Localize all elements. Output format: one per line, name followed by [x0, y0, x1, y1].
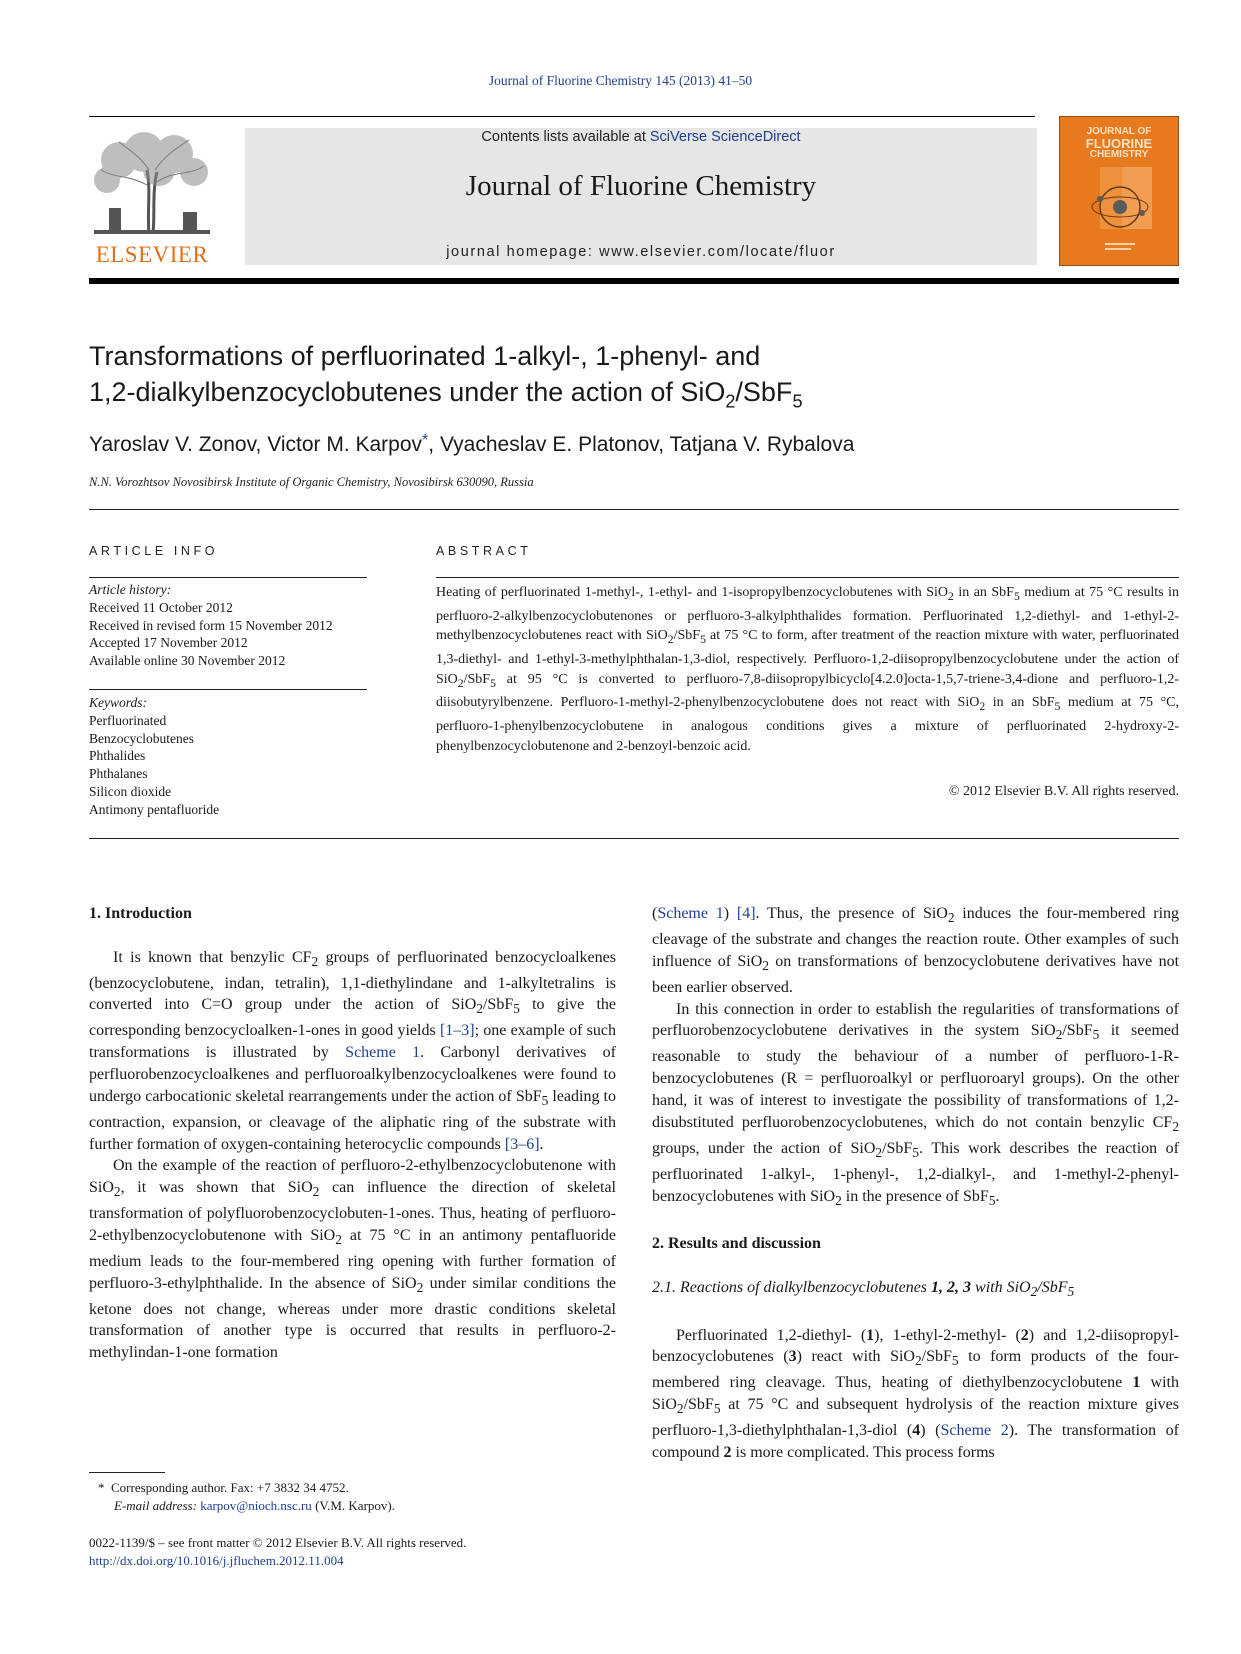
journal-citation[interactable]: Journal of Fluorine Chemistry 145 (2013) 41–50	[488, 73, 753, 88]
paragraph: Perfluorinated 1,2-diethyl- (1), 1-ethyl-2-methyl- (2) and 1,2-diisopropyl-benzocyclobutenes (3) react with SiO$_2$/SbF$_5$ to form products of the four-membered ring cleavage. Thus, heating of diethylbenzocyclobutene 1 with SiO$_2$/SbF$_5$ at 75 °C and subsequent hydrolysis of the reaction mixture gives perfluoro-1,3-diethylphthalan-1,3-diol (4) (Scheme 2). The transformation of compound 2 is more complicated. This process forms	[652, 1326, 1180, 1462]
doi-link[interactable]: http://dx.doi.org/10.1016/j.jfluchem.2012.11.004	[89, 1553, 344, 1568]
journal-cover	[1059, 116, 1179, 266]
journal-title: Journal of Fluorine Chemistry	[465, 170, 817, 202]
body-column-left	[89, 903, 616, 1364]
elsevier-wordmark: ELSEVIER	[95, 242, 209, 267]
keywords-list: Keywords: Perfluorinated Benzocyclobutenes Phthalides Phthalanes Silicon dioxide Antimony pentafluoride	[89, 694, 367, 819]
issn-line: 0022-1139/$ – see front matter © 2012 Elsevier B.V. All rights reserved.	[89, 1535, 467, 1550]
cover-atom-icon	[1060, 157, 1178, 266]
elsevier-logo	[89, 130, 215, 268]
affiliation: N.N. Vorozhtsov Novosibirsk Institute of Organic Chemistry, Novosibirsk 630090, Russia	[89, 475, 534, 489]
abstract-rule	[436, 577, 1179, 578]
keyword: Benzocyclobutenes	[89, 730, 194, 746]
cover-title: JOURNAL OF FLUORINE CHEMISTRY	[1085, 126, 1153, 160]
paragraph: On the example of the reaction of perfluoro-2-ethylbenzocyclobutenone with SiO$_2$, it was shown that SiO$_2$ can influence the direction of skeletal transformation of polyfluorobenzocyclobuten-1-ones. Thus, heating of perfluoro-2-ethylbenzocyclobutenone with SiO$_2$ at 75 °C in an antimony pentafluoride medium leads to the four-membered ring opening with further formation of perfluoro-3-ethylphthalide. In the absence of SiO$_2$ under similar conditions the ketone does not change, whereas under more drastic conditions skeletal transformation of another type is occurred that results in perfluoro-2-methylindan-1-one formation	[89, 1157, 616, 1362]
corresponding-author-note: * Corresponding author. Fax: +7 3832 34 4752.	[98, 1480, 349, 1495]
keyword: Silicon dioxide	[89, 783, 172, 799]
abstract-copyright: © 2012 Elsevier B.V. All rights reserved.	[948, 784, 1179, 799]
keyword: Antimony pentafluoride	[89, 801, 220, 817]
title-divider	[89, 509, 1179, 510]
article-history: Article history: Received 11 October 2012 Received in revised form 15 November 2012 Accepted 17 November 2012 Available online 30 November 2012	[89, 582, 333, 669]
sciencedirect-link[interactable]: SciVerse ScienceDirect	[649, 129, 801, 145]
subsection-heading: 2.1. Reactions of dialkylbenzocyclobutenes 1, 2, 3 with SiO$_2$/SbF$_5$	[652, 1278, 1075, 1300]
header-thick-rule	[89, 278, 1179, 284]
journal-homepage[interactable]: journal homepage: www.elsevier.com/locate/fluor	[446, 244, 836, 260]
keyword: Phthalanes	[89, 766, 148, 782]
abstract-heading: ABSTRACT	[436, 544, 532, 558]
article-info-rule	[89, 577, 367, 578]
paragraph: It is known that benzylic $CF_2$ groups of perfluorinated benzocycloalkenes (benzocyclobutene, indan, tetralin), 1,1-diethylindane and 1-alkyltetralins is converted into C=O group under the action of SiO$_2$/SbF$_5$ to give the corresponding benzocycloalken-1-ones in good yields [1–3]; one example of such transformations is illustrated by Scheme 1. Carbonyl derivatives of perfluorobenzocycloalkenes and perfluoroalkylbenzocycloalkenes were found to undergo carbocationic skeletal rearrangements under the action of SbF$_5$ leading to contraction, expansion, or cleavage of the aliphatic ring of the substrate with further formation of oxygen-containing heterocyclic compounds [3–6].	[89, 948, 616, 1153]
corresponding-author-mark[interactable]: *	[422, 432, 429, 449]
contents-line: Contents lists available at SciVerse ScienceDirect	[481, 129, 801, 145]
email-link[interactable]: karpov@nioch.nsc.ru	[200, 1498, 312, 1513]
abstract-text: Heating of perfluorinated 1-methyl-, 1-ethyl- and 1-isopropylbenzocyclobutenes with SiO$_2$ in an SbF$_5$ medium at 75 °C results in perfluoro-2-alkylbenzocyclobutenones or perfluoro-3-alkylphthalides formation. Perfluorinated 1,2-diethyl- and 1-ethyl-2-methylbenzocyclobutenes react with SiO$_2$/SbF$_5$ at 75 °C to form, after treatment of the reaction mixture with water, perfluorinated 1,3-diethyl- and 1-ethyl-3-methylphthalan-1,3-diol, respectively. Perfluoro-1,2-diisopropylbenzocyclobutene under the action of SiO$_2$/SbF$_5$ at 95 °C is converted to perfluoro-7,8-diisopropylbicyclo[4.2.0]octa-1,5,7-triene-3,4-dione and perfluoro-1,2-diisobutyrylbenzene. Perfluoro-1-methyl-2-phenylbenzocyclobutene does not react with SiO$_2$ in an SbF$_5$ medium at 75 °C, perfluoro-1-phenylbenzocyclobutene in analogous conditions gives a mixture of perfluorinated 2-hydroxy-2-phenylbenzocyclobutenone and 2-benzoyl-benzoic acid.	[436, 585, 1179, 754]
keywords-rule	[89, 689, 367, 690]
article-info-heading: ARTICLE INFO	[89, 544, 219, 558]
header-divider	[89, 116, 1035, 117]
article-title: Transformations of perfluorinated 1-alkyl-, 1-phenyl- and 1,2-dialkylbenzocyclobutenes under the action of SiO$_2$/SbF$_5$	[89, 341, 803, 412]
section-heading: 2. Results and discussion	[652, 1235, 821, 1253]
keyword: Perfluorinated	[89, 712, 167, 728]
author-list: Yaroslav V. Zonov, Victor M. Karpov*, Vyacheslav E. Platonov, Tatjana V. Rybalova	[89, 432, 855, 456]
journal-banner	[245, 128, 1037, 265]
section-heading: 1. Introduction	[89, 905, 192, 922]
body-column-right	[652, 903, 1179, 1464]
footnote-rule	[89, 1472, 165, 1473]
paragraph: (Scheme 1) [4]. Thus, the presence of SiO$_2$ induces the four-membered ring cleavage of the substrate and changes the reaction route. Other examples of such influence of SiO$_2$ on transformations of benzocyclobutene derivatives have not been earlier observed.	[652, 905, 1180, 996]
paragraph: In this connection in order to establish the regularities of transformations of perfluorobenzocyclobutene derivatives in the system SiO$_2$/SbF$_5$ it seemed reasonable to study the behaviour of a number of perfluoro-1-R-benzocyclobutenes (R = perfluoroalkyl or perfluoroaryl groups). On the other hand, it was of interest to investigate the possibility of transformations of 1,2-disubstituted perfluorobenzocyclobutenes, which do not contain benzylic $CF_2$ groups, under the action of SiO$_2$/SbF$_5$. This work describes the reaction of perfluorinated 1-alkyl-, 1-phenyl-, 1,2-dialkyl-, and 1-methyl-2-phenyl-benzocyclobutenes with SiO$_2$ in the presence of SbF$_5$.	[652, 1000, 1179, 1208]
elsevier-tree-icon	[89, 130, 215, 238]
keyword: Phthalides	[89, 748, 146, 764]
abstract-bottom-rule	[89, 838, 1179, 839]
email-note: E-mail address: karpov@nioch.nsc.ru (V.M. Karpov).	[114, 1498, 395, 1513]
